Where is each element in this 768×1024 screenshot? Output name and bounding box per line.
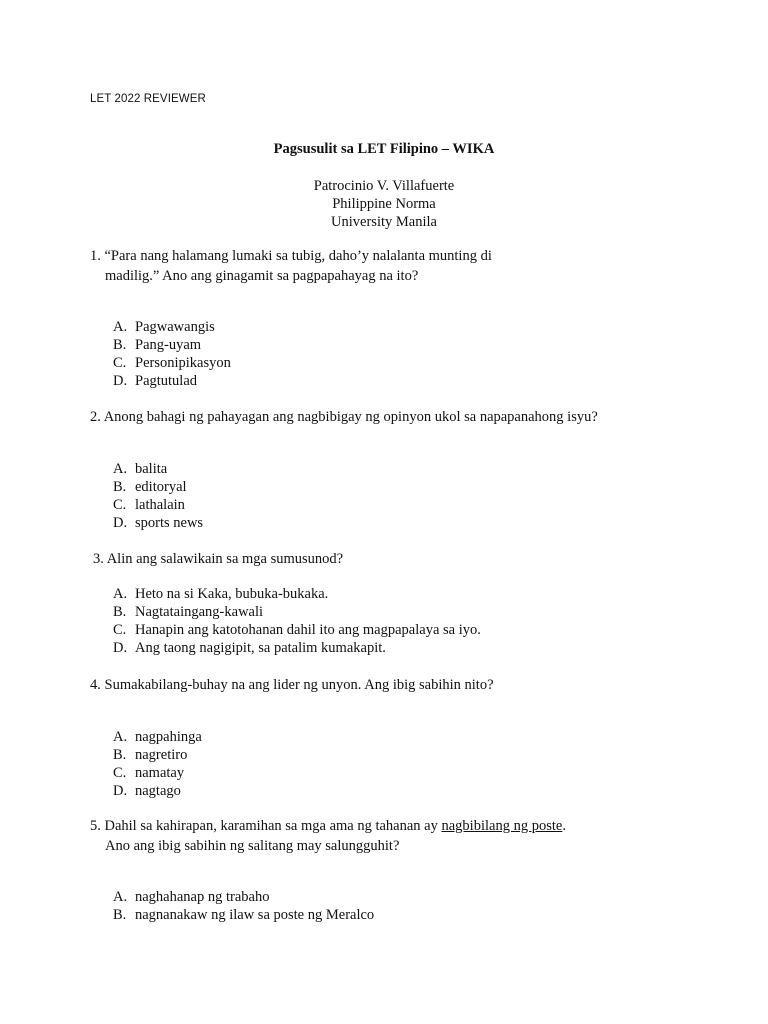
choice-item [113, 888, 374, 906]
choice-item [113, 372, 231, 390]
choice-text: Pang-uyam [135, 337, 202, 353]
choice-item [113, 354, 231, 372]
question-2-choices [113, 460, 203, 532]
choice-letter: B. [113, 747, 127, 763]
choice-text: nagnanakaw ng ilaw sa poste ng Meralco [135, 907, 375, 923]
choice-item [113, 585, 481, 603]
question-4 [90, 675, 690, 695]
question-text: 3. Alin ang salawikain sa mga sumusunod? [93, 551, 344, 567]
author-affiliation-1: Philippine Norma [332, 196, 436, 212]
choice-letter: A. [113, 729, 128, 745]
choice-letter: C. [113, 622, 127, 638]
question-2 [90, 407, 690, 427]
choice-text: Nagtataingang-kawali [135, 604, 264, 620]
choice-item [113, 478, 203, 496]
choice-item [113, 621, 481, 639]
choice-item [113, 336, 231, 354]
question-3 [93, 549, 693, 569]
choice-text: nagtago [135, 783, 181, 799]
choice-text: namatay [135, 765, 185, 781]
choice-item [113, 514, 203, 532]
choice-item [113, 496, 203, 514]
choice-item [113, 460, 203, 478]
choice-text: balita [135, 461, 168, 477]
choice-letter: A. [113, 319, 128, 335]
question-3-choices [113, 585, 481, 657]
choice-letter: B. [113, 337, 127, 353]
choice-text: Pagwawangis [135, 319, 215, 335]
header-note: LET 2022 REVIEWER [90, 93, 206, 105]
question-4-choices [113, 728, 202, 800]
choice-letter: C. [113, 355, 127, 371]
choice-letter: A. [113, 889, 128, 905]
choice-text: Pagtutulad [135, 373, 198, 389]
author-name: Patrocinio V. Villafuerte [313, 178, 455, 194]
choice-letter: B. [113, 604, 127, 620]
choice-letter: D. [113, 783, 128, 799]
choice-item [113, 906, 374, 924]
choice-letter: A. [113, 461, 128, 477]
underlined-phrase: nagbibilang ng poste [441, 818, 563, 834]
question-5 [90, 816, 690, 856]
choice-text: nagretiro [135, 747, 188, 763]
question-1 [90, 246, 690, 286]
choice-text: Ang taong nagigipit, sa patalim kumakapit. [135, 640, 386, 656]
question-text: 1. “Para nang halamang lumaki sa tubig, daho’y nalalanta munting di [90, 248, 492, 264]
choice-item [113, 746, 202, 764]
question-5-choices [113, 888, 374, 924]
choice-text: nagpahinga [135, 729, 202, 745]
choice-letter: D. [113, 515, 128, 531]
choice-letter: B. [113, 479, 127, 495]
choice-letter: A. [113, 586, 128, 602]
choice-item [113, 318, 231, 336]
choice-text: editoryal [135, 479, 187, 495]
choice-letter: D. [113, 640, 128, 656]
question-text-continued: Ano ang ibig sabihin ng salitang may salungguhit? [105, 838, 400, 854]
choice-letter: D. [113, 373, 128, 389]
choice-letter: C. [113, 497, 127, 513]
choice-item [113, 639, 481, 657]
choice-text: Hanapin ang katotohanan dahil ito ang magpapalaya sa iyo. [135, 622, 481, 638]
question-text: 4. Sumakabilang-buhay na ang lider ng unyon. Ang ibig sabihin nito? [90, 677, 494, 693]
document-title: Pagsusulit sa LET Filipino – WIKA [273, 141, 495, 157]
question-1-choices [113, 318, 231, 390]
author-affiliation-2: University Manila [331, 214, 437, 230]
choice-letter: B. [113, 907, 127, 923]
choice-text: lathalain [135, 497, 185, 513]
choice-letter: C. [113, 765, 127, 781]
question-text-pre: 5. Dahil sa kahirapan, karamihan sa mga ama ng tahanan ay [90, 818, 442, 834]
choice-text: Personipikasyon [135, 355, 231, 371]
question-text-post: . [562, 818, 566, 834]
choice-item [113, 782, 202, 800]
choice-text: naghahanap ng trabaho [135, 889, 270, 905]
choice-item [113, 603, 481, 621]
choice-item [113, 764, 202, 782]
choice-text: Heto na si Kaka, bubuka-bukaka. [135, 586, 329, 602]
question-text-continued: madilig.” Ano ang ginagamit sa pagpapahayag na ito? [105, 268, 419, 284]
question-text: 2. Anong bahagi ng pahayagan ang nagbibigay ng opinyon ukol sa napapanahong isyu? [90, 409, 598, 425]
author-block [0, 177, 768, 231]
question-text [90, 816, 690, 836]
choice-item [113, 728, 202, 746]
choice-text: sports news [135, 515, 204, 531]
